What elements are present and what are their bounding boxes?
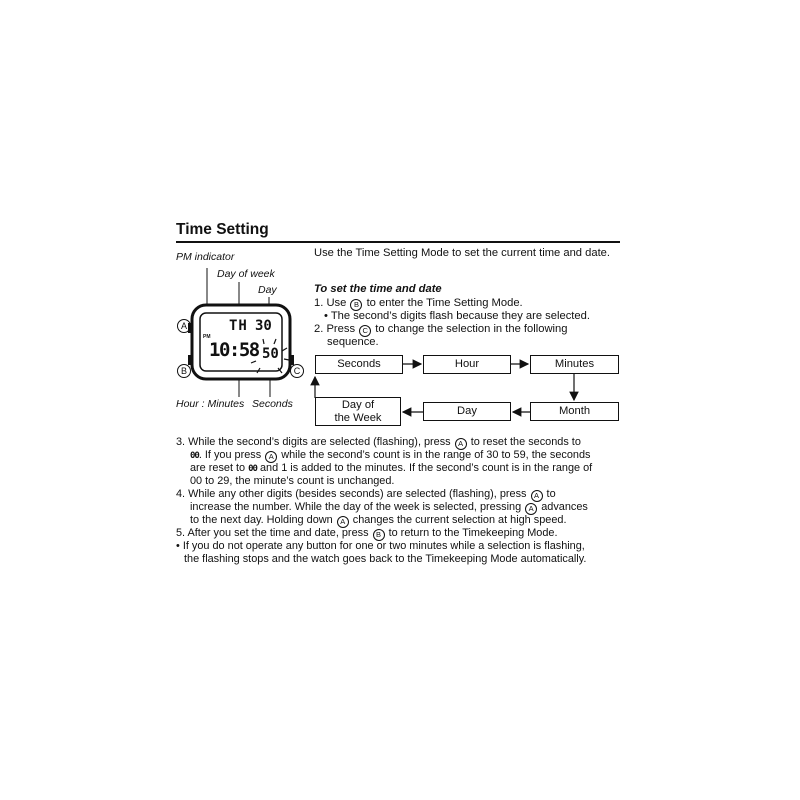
step-2-continued: sequence. <box>327 336 379 348</box>
p4-l2-post: advances <box>541 501 588 513</box>
p4-l3-pre: to the next day. Holding down <box>190 514 333 526</box>
para-4-line-2 <box>190 501 640 515</box>
flow-dow-line2: the Week <box>334 411 382 424</box>
step-1-bullet: • The second’s digits flash because they are selected. <box>324 310 590 322</box>
step-1-post: to enter the Time Setting Mode. <box>366 297 523 309</box>
circled-c-icon: C <box>359 325 371 337</box>
title-rule <box>176 241 620 243</box>
note-line-1: • If you do not operate any button for one or two minutes while a selection is flashing, <box>176 540 585 552</box>
p3-l2-pre: . If you press <box>198 449 262 461</box>
step-2-pre: 2. Press <box>314 323 356 335</box>
para-4-line-1 <box>176 488 626 502</box>
button-b-label <box>176 360 192 378</box>
para-4-line-3 <box>190 514 640 528</box>
lcd-pm-indicator: PM <box>203 334 211 340</box>
para-3-line-1 <box>176 436 626 450</box>
step-2 <box>314 323 567 337</box>
circled-a-icon: A <box>525 503 537 515</box>
p5-l1-post: to return to the Timekeeping Mode. <box>388 527 558 539</box>
note-line-2: the flashing stops and the watch goes back to the Timekeeping Mode automatically. <box>184 553 587 565</box>
button-a-label <box>176 315 192 333</box>
p3-digits-00b: 00 <box>248 464 257 474</box>
circled-a-icon: A <box>455 438 467 450</box>
circled-a-icon: A <box>265 451 277 463</box>
p3-l2-post: while the second’s count is in the range of 30 to 59, the seconds <box>281 449 591 461</box>
para-3-line-2 <box>190 449 640 463</box>
p4-l1-pre: 4. While any other digits (besides seconds) are selected (flashing), press <box>176 488 527 500</box>
day-label: Day <box>258 284 277 296</box>
p3-l1-post: to reset the seconds to <box>470 436 581 448</box>
pm-indicator-label: PM indicator <box>176 251 235 263</box>
lcd-day: 30 <box>255 318 272 334</box>
step-1 <box>314 297 523 311</box>
p3-l3-post: and 1 is added to the minutes. If the second’s count is in the range of <box>260 462 593 474</box>
flow-box-hour: Hour <box>423 355 511 374</box>
flow-box-seconds: Seconds <box>315 355 403 374</box>
circled-b-icon: B <box>373 529 385 541</box>
flow-minutes-text: Minutes <box>554 358 595 371</box>
day-of-week-label: Day of week <box>217 268 275 280</box>
subheading: To set the time and date <box>314 283 442 295</box>
intro-text: Use the Time Setting Mode to set the current time and date. <box>314 247 611 259</box>
p3-l1-pre: 3. While the second’s digits are selected (flashing), press <box>176 436 451 448</box>
flow-box-day: Day <box>423 402 511 421</box>
flow-dow-line1: Day of <box>341 399 375 411</box>
circled-a-icon: A <box>337 516 349 528</box>
flow-box-month: Month <box>530 402 619 421</box>
flow-arrows <box>300 350 630 435</box>
hour-minutes-label: Hour : Minutes <box>176 398 245 410</box>
p3-l3-pre: are reset to <box>190 462 246 474</box>
lcd-day-of-week: TH <box>229 318 248 334</box>
circled-b-icon: B <box>350 299 362 311</box>
p5-l1-pre: 5. After you set the time and date, press <box>176 527 369 539</box>
circled-c-icon: C <box>290 364 304 378</box>
step-1-pre: 1. Use <box>314 297 347 309</box>
circled-a-icon: A <box>177 319 191 333</box>
page-title: Time Setting <box>176 221 269 238</box>
p4-l1-post: to <box>546 488 556 500</box>
step-2-post: to change the selection in the following <box>375 323 568 335</box>
para-3-line-4: 00 to 29, the minute’s count is unchanged. <box>190 475 395 487</box>
para-5-line-1 <box>176 527 626 541</box>
p4-l3-post: changes the current selection at high speed. <box>352 514 567 526</box>
p4-l2-pre: increase the number. While the day of the week is selected, pressing <box>190 501 522 513</box>
lcd-time: 10:58 <box>209 339 259 361</box>
lcd-seconds: 50 <box>262 346 279 362</box>
para-3-line-3 <box>190 462 640 476</box>
circled-b-icon: B <box>177 364 191 378</box>
circled-a-icon: A <box>531 490 543 502</box>
seconds-label: Seconds <box>252 398 293 410</box>
p3-digits-00: 00 <box>190 451 199 461</box>
